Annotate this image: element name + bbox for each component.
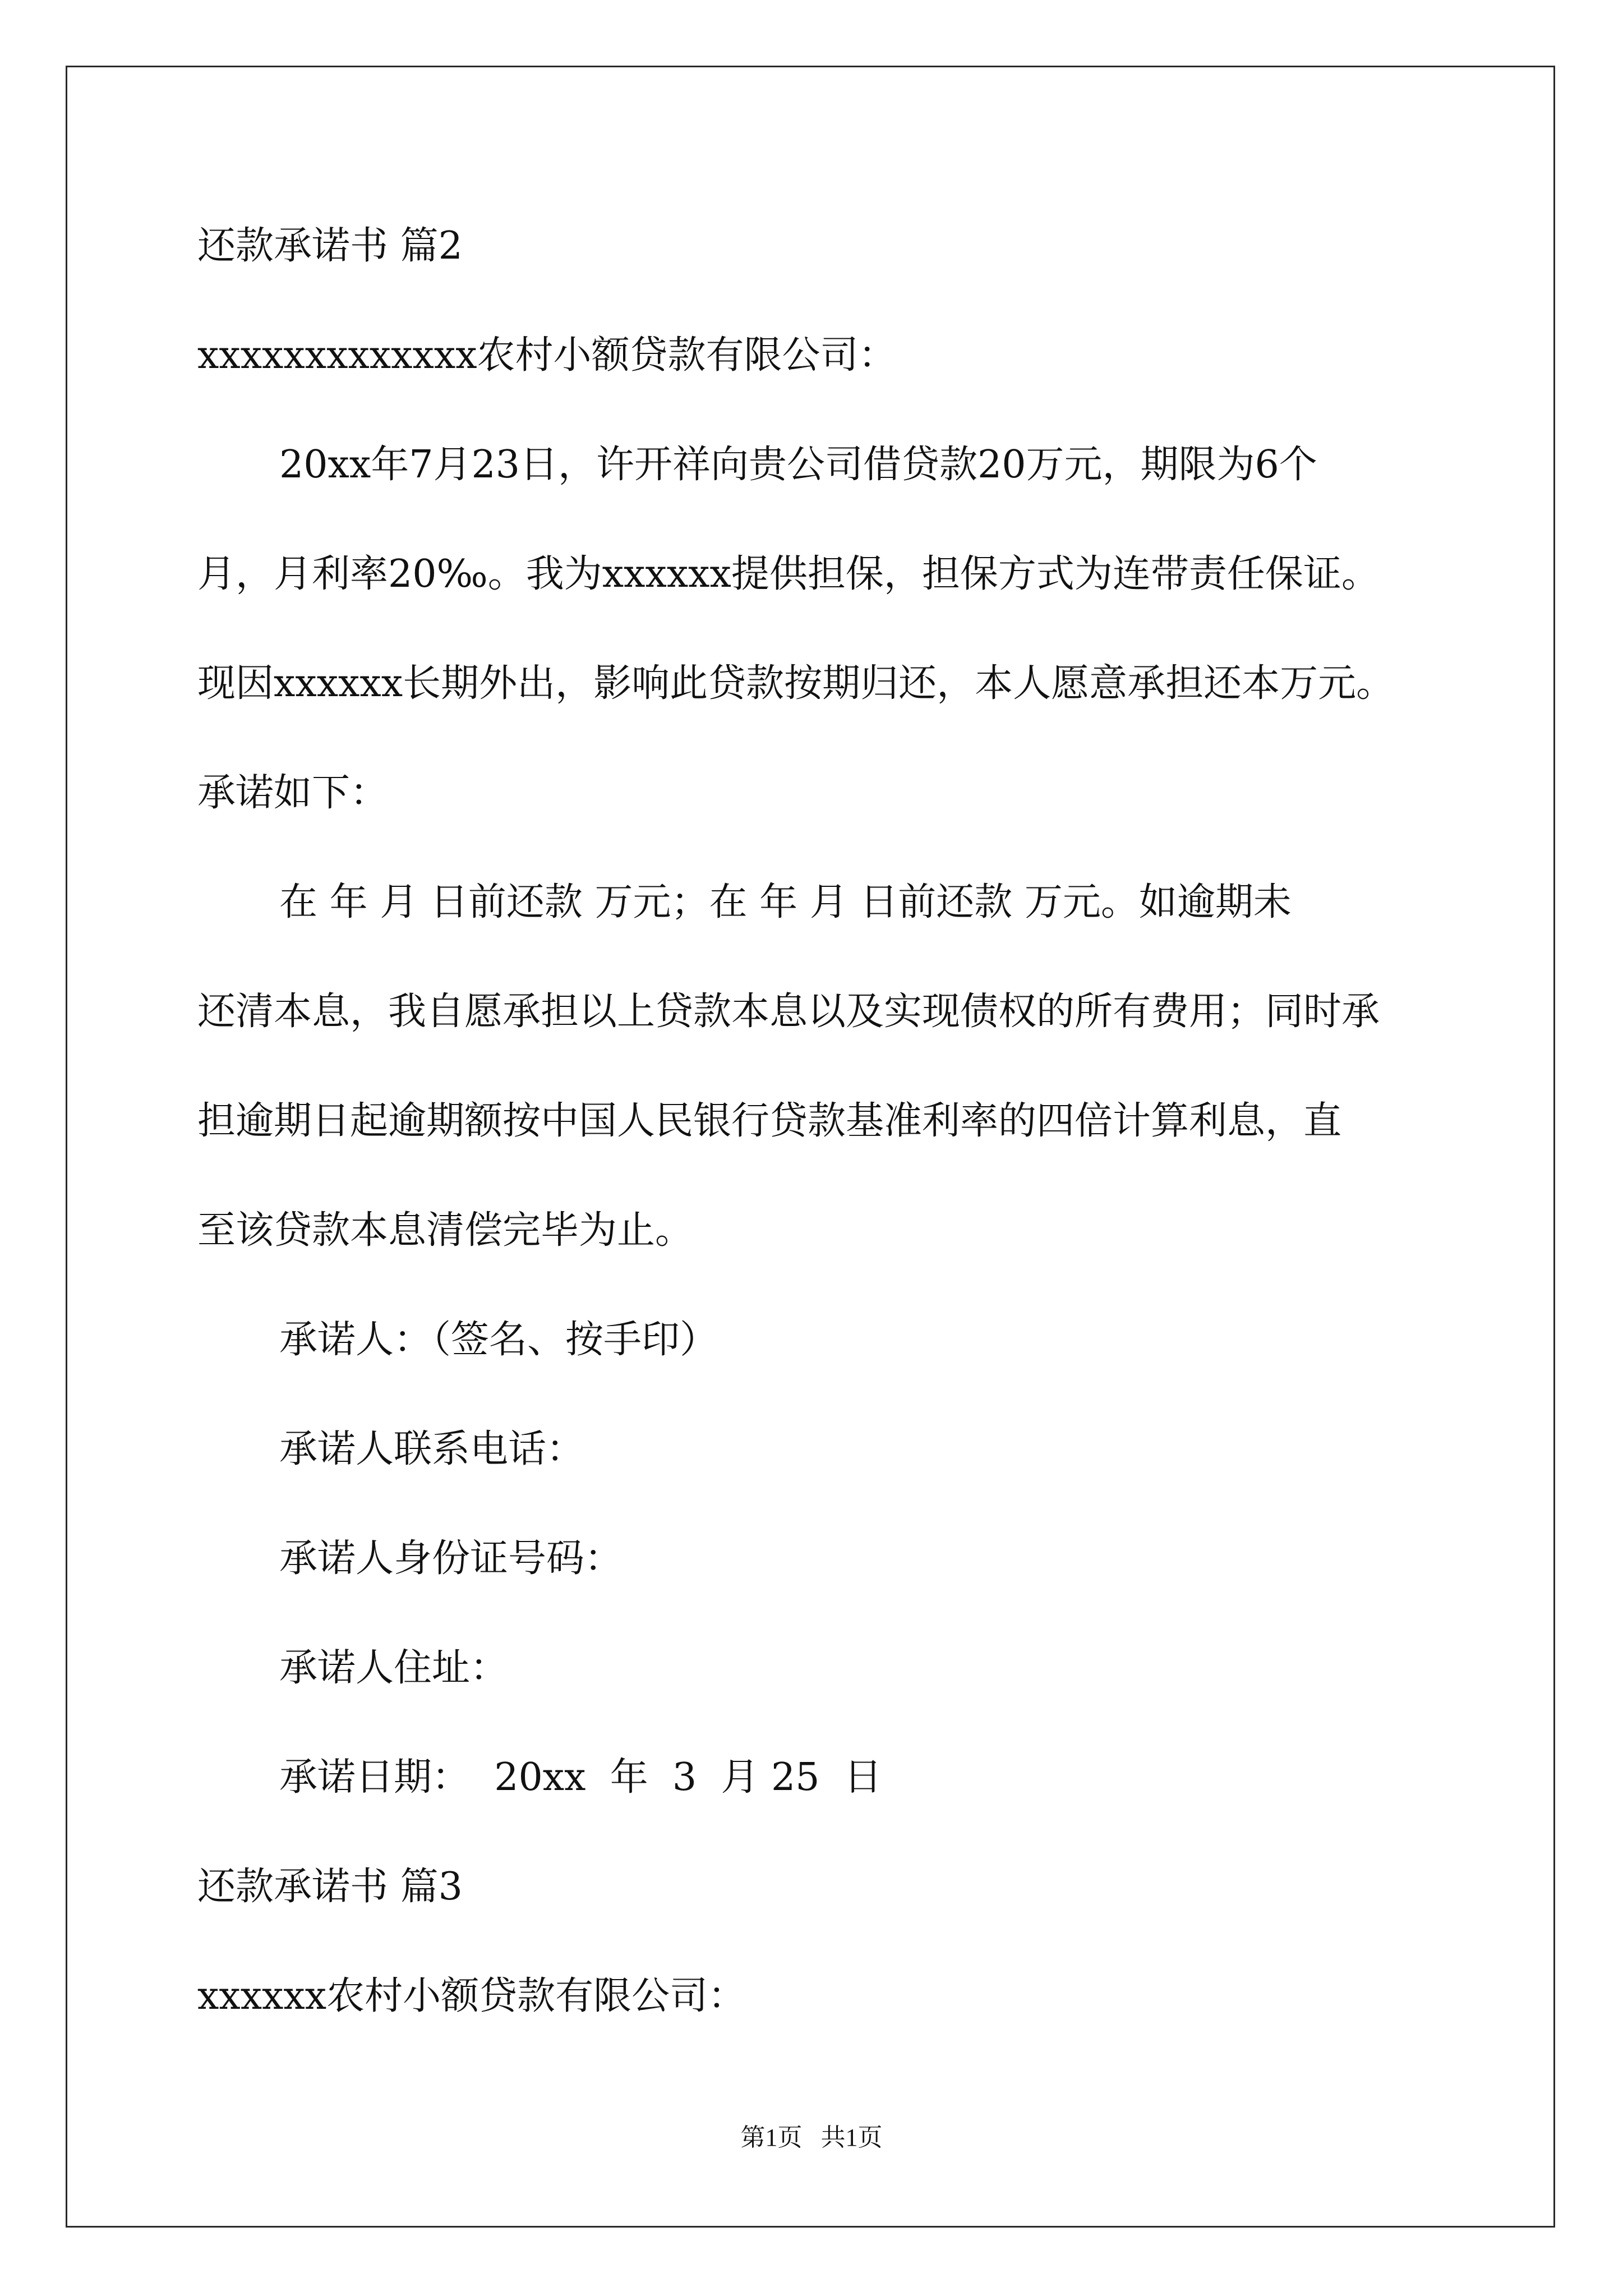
addressee-line-3: xxxxxx农村小额贷款有限公司： bbox=[197, 1974, 746, 2018]
page-number: 第1页 共1页 bbox=[740, 2124, 883, 2151]
signer-field: 承诺人：（签名、按手印） bbox=[279, 1318, 718, 1362]
paragraph-2-line-2: 还清本息，我自愿承担以上贷款本息以及实现债权的所有费用；同时承 bbox=[197, 990, 1380, 1034]
paragraph-1-line-3: 现因xxxxxx长期外出，影响此贷款按期归还，本人愿意承担还本万元。 bbox=[197, 661, 1395, 706]
phone-field: 承诺人联系电话： bbox=[279, 1427, 585, 1471]
paragraph-2-line-1: 在 年 月 日前还款 万元；在 年 月 日前还款 万元。如逾期未 bbox=[279, 880, 1292, 924]
id-number-field: 承诺人身份证号码： bbox=[279, 1536, 623, 1581]
addressee-line-2: xxxxxxxxxxxxx农村小额贷款有限公司： bbox=[197, 333, 897, 378]
paragraph-1-line-1: 20xx年7月23日，许开祥向贵公司借贷款20万元，期限为6个 bbox=[279, 443, 1317, 487]
paragraph-1-line-4: 承诺如下： bbox=[197, 771, 389, 815]
section-heading-2: 还款承诺书 篇2 bbox=[197, 224, 463, 268]
paragraph-1-line-2: 月，月利率20‰。我为xxxxxx提供担保，担保方式为连带责任保证。 bbox=[197, 552, 1380, 596]
date-field: 承诺日期： 20xx 年 3 月 25 日 bbox=[279, 1755, 882, 1800]
address-field: 承诺人住址： bbox=[279, 1646, 509, 1690]
section-heading-3: 还款承诺书 篇3 bbox=[197, 1865, 463, 1909]
paragraph-2-line-4: 至该贷款本息清偿完毕为止。 bbox=[197, 1208, 694, 1253]
paragraph-2-line-3: 担逾期日起逾期额按中国人民银行贷款基准利率的四倍计算利息，直 bbox=[197, 1099, 1342, 1143]
